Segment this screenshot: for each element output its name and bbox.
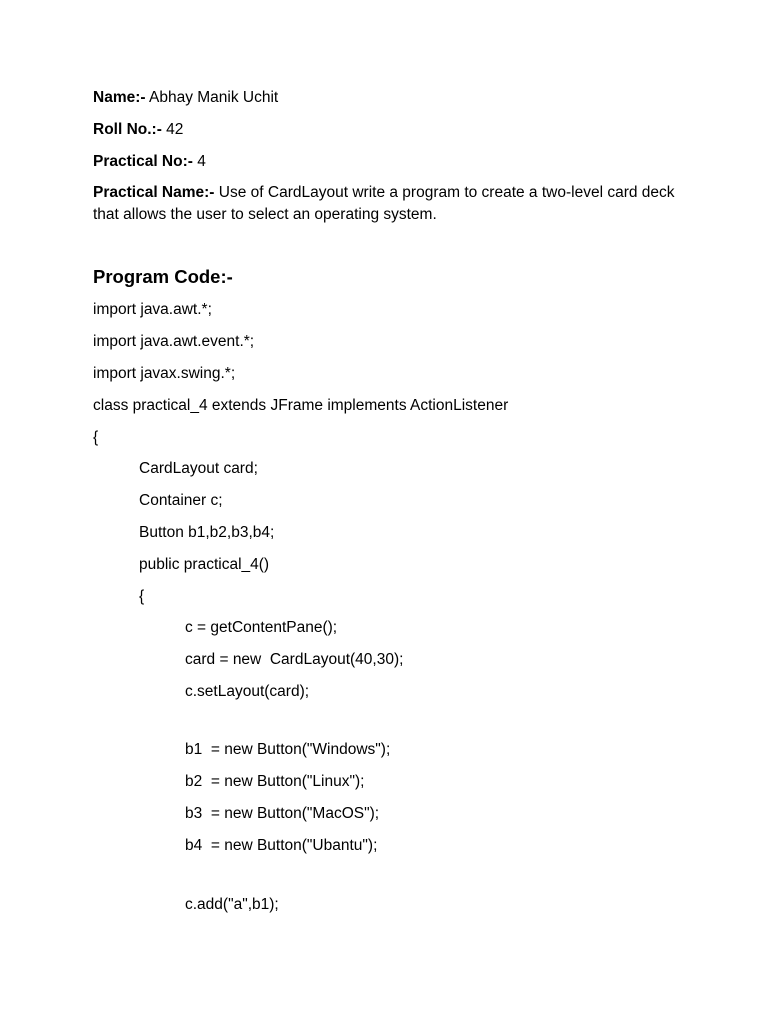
code-line: class practical_4 extends JFrame implements ActionListener [93, 397, 509, 414]
code-line: b2 = new Button("Linux"); [185, 773, 365, 790]
name-label: Name:- [93, 89, 146, 106]
code-line: Button b1,b2,b3,b4; [139, 524, 275, 541]
roll-line [93, 120, 183, 140]
practical-name-label: Practical Name:- [93, 184, 215, 201]
practical-no-line [93, 152, 206, 172]
code-line: b3 = new Button("MacOS"); [185, 805, 380, 822]
code-line: public practical_4() [139, 556, 270, 573]
code-line: b1 = new Button("Windows"); [185, 741, 391, 758]
code-line: b4 = new Button("Ubantu"); [185, 837, 378, 854]
code-line: { [139, 588, 145, 605]
section-title: Program Code:- [93, 266, 233, 287]
roll-label: Roll No.:- [93, 121, 162, 138]
practical-name-line [93, 182, 693, 226]
practical-no-label: Practical No:- [93, 153, 193, 170]
code-line: card = new CardLayout(40,30); [185, 651, 404, 668]
code-line: import javax.swing.*; [93, 365, 236, 382]
code-line: c = getContentPane(); [185, 619, 338, 636]
code-line: Container c; [139, 492, 223, 509]
name-value: Abhay Manik Uchit [145, 89, 279, 106]
practical-name-value: Use of CardLayout write a program to create a two-level card deck that allows the user to select an operating system. [93, 184, 675, 223]
roll-value: 42 [161, 121, 184, 138]
code-line: { [93, 429, 99, 446]
code-line: CardLayout card; [139, 460, 258, 477]
code-line: import java.awt.*; [93, 301, 212, 318]
code-line: c.setLayout(card); [185, 683, 310, 700]
code-line: import java.awt.event.*; [93, 333, 255, 350]
name-line [93, 88, 278, 108]
code-line: c.add("a",b1); [185, 896, 279, 913]
practical-no-value: 4 [192, 153, 206, 170]
